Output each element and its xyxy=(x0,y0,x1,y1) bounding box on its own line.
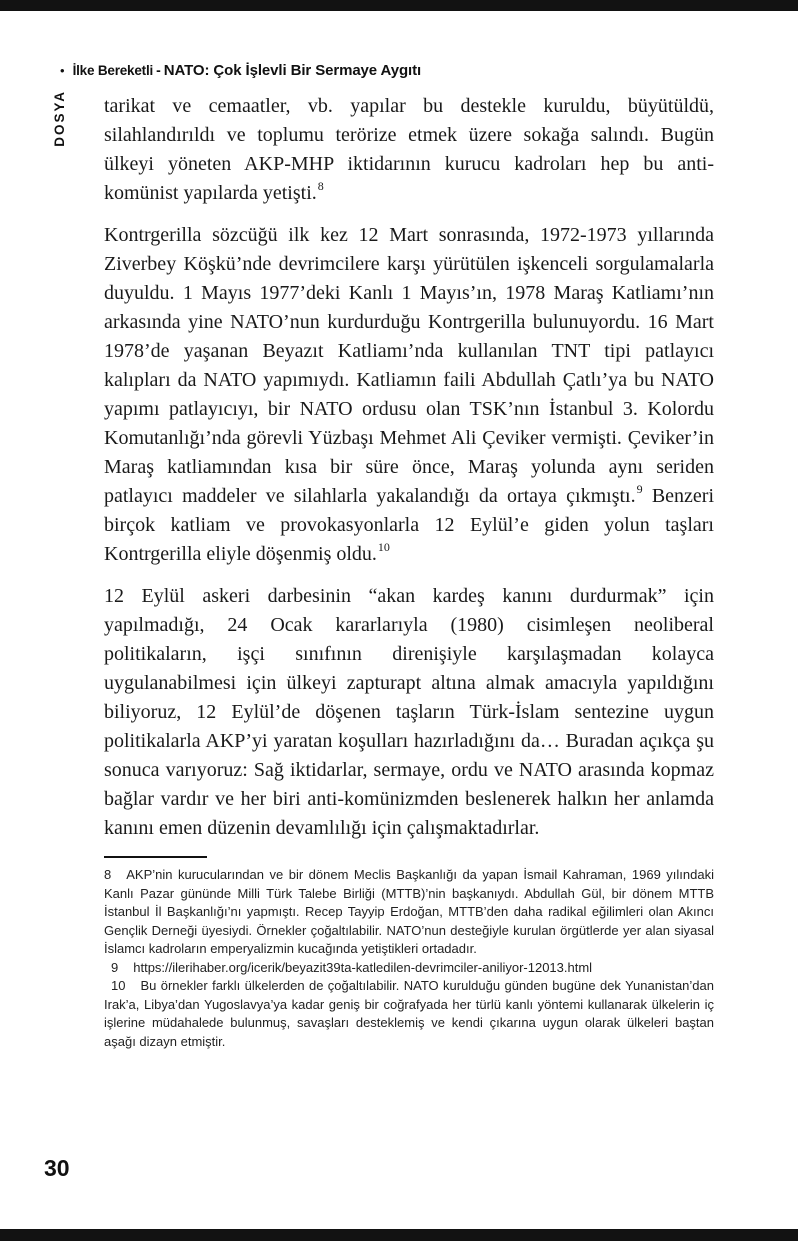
paragraph: tarikat ve cemaatler, vb. yapılar bu destekle kuruldu, büyütüldü, silahlandırıldı ve toplumu terörize etmek üzere sokağa salındı. Bugün ülkeyi yöneten AKP-MHP iktidarının kurucu kadroları hep bu anti-komünist yapılarda yetişti.$^8$ xyxy=(104,95,714,204)
top-border-bar xyxy=(0,0,798,11)
footnote-number: 8 xyxy=(104,867,112,882)
footnote: 9 https://ilerihaber.org/icerik/beyazit39ta-katledilen-devrimciler-aniliyor-12013.html xyxy=(111,959,593,975)
bullet-icon: • xyxy=(60,63,65,78)
footnote-ref: 9 xyxy=(636,482,643,497)
header-separator: - xyxy=(156,62,161,78)
footnote-ref: 8 xyxy=(317,179,324,194)
header-author: İlke Bereketli xyxy=(72,63,154,78)
bottom-border-bar xyxy=(0,1229,798,1241)
header-title: NATO: Çok İşlevli Bir Sermaye Aygıtı xyxy=(163,62,422,79)
paragraph: Kontrgerilla sözcüğü ilk kez 12 Mart sonrasında, 1972-1973 yıllarında Ziverbey Köşkü’nde devrimcilere karşı yürütülen işkenceli sorgulamalarla duyuldu. 1 Mayıs 1977’deki Kanlı 1 Mayıs’ın, 1978 Maraş Katliamı’nın arkasında yine NATO’nun kurdurduğu Kontrgerilla bulunuyordu. 16 Mart 1978’de yaşanan Beyazıt Katliamı’nda kullanılan TNT tipi patlayıcı kalıpları da NATO yapımıydı. Katliamın faili Abdullah Çatlı’ya bu NATO yapımı patlayıcıyı, bir NATO ordusu olan TSK’nın İstanbul 3. Kolordu Komutanlığı’nda görevli Yüzbaşı Mehmet Ali Çeviker vermişti. Çeviker’in Maraş katliamından kısa bir süre önce, Maraş yolunda aynı seriden patlayıcı maddeler ve silahlarla yakalandığı da ortaya çıkmıştı.$^9$ Benzeri birçok katliam ve provokasyonlarla 12 Eylül’e giden yolun taşları Kontrgerilla eliyle döşenmiş oldu.$^{10}$ xyxy=(104,224,715,565)
section-tab-dosya: DOSYA xyxy=(52,90,67,147)
article xyxy=(104,92,714,1051)
paragraph: 12 Eylül askeri darbesinin “akan kardeş kanını durdurmak” için yapılmadığı, 24 Ocak kararlarıyla (1980) cisimleşen neoliberal politikaların, işçi sınıfının direnişiyle karşılaşmadan kolayca uygulanabilmesi için ülkeyi zapturapt altına almak amacıyla yapıldığını biliyoruz, 12 Eylül’de döşenen taşların Türk-İslam sentezine uygun politikalarla AKP’yi yaratan koşulları hazırladığını da… Buradan açıkça şu sonuca varıyoruz: Sağ iktidarlar, sermaye, ordu ve NATO arasında kopmaz bağlar vardır ve her biri anti-komünizmden beslenerek halkın her anlamda kanını emen düzenin devamlılığı için çalışmaktadırlar. xyxy=(104,585,714,839)
article-body xyxy=(104,92,714,843)
footnote-number: 10 xyxy=(111,978,126,993)
footnote: 10 Bu örnekler farklı ülkelerden de çoğaltılabilir. NATO kurulduğu günden bugüne dek Yunanistan’dan Irak’a, Libya’dan Yugoslavya’ya kadar geniş bir coğrafyada her türlü kanlı yöntemi kullanarak ülkelerin iç işlerine müdahalede bulunmuş, savaşları desteklemiş ve kendi çıkarına uygun olarak ülkeleri baştan aşağı dizayn etmiştir. xyxy=(104,978,714,1049)
footnote-number: 9 xyxy=(111,959,119,975)
page-number: 30 xyxy=(44,1155,70,1181)
footnotes xyxy=(104,866,714,1051)
footnote-divider xyxy=(104,856,207,858)
running-header xyxy=(60,62,421,80)
footnote-ref: 10 xyxy=(377,540,390,555)
footnote: 8 AKP’nin kurucularından ve bir dönem Meclis Başkanlığı da yapan İsmail Kahraman, 1969 yılındaki Kanlı Pazar gününde Milli Türk Talebe Birliği (MTTB)’nin başkanıydı. Abdullah Gül, bir dönem MTTB İstanbul İl Başkanlığı’nı yapmıştı. Recep Tayyip Erdoğan, MTTB’den daha radikal eğilimleri olan Akıncı Gençlik Derneği üyesiydi. Örnekler çoğaltılabilir. NATO’nun desteğiyle kurulan örgütlerde yer alan siyasal İslamcı kadroların emperyalizmin kucağında yetiştikleri ortadadır. xyxy=(104,867,714,956)
